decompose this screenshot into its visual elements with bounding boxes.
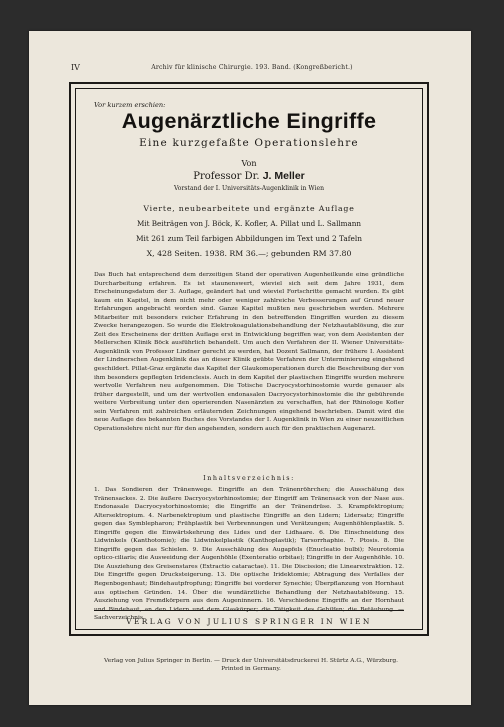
journal-page [29, 31, 471, 705]
illustrations: Mit 261 zum Teil farbigen Abbildungen im Text und 2 Tafeln [135, 234, 363, 243]
imprint [69, 657, 433, 673]
advertisement-content [94, 89, 404, 629]
imprint-line-1: Verlag von Julius Springer in Berlin. — Druck der Universitätsdruckerei H. Stürtz A.G., Würzburg. [104, 658, 398, 664]
imprint-line-2: Printed in Germany. [221, 666, 281, 672]
divider [94, 610, 404, 611]
book-subtitle: Eine kurzgefaßte Operationslehre [139, 137, 359, 149]
advertisement-frame [69, 82, 429, 636]
book-title: Augenärztliche Eingriffe [121, 109, 377, 133]
running-title: Archiv für klinische Chirurgie. 193. Band. (Kongreßbericht.) [151, 64, 353, 71]
price-line: X, 428 Seiten. 1938. RM 36.—; gebunden RM 37.80 [146, 249, 352, 258]
toc-heading: Inhaltsverzeichnis: [203, 474, 295, 482]
author [94, 170, 404, 182]
description-paragraph: Das Buch hat entsprechend dem derzeitigen Stand der operativen Augenheilkunde eine gründliche Durcharbeitung erfahren. Es ist staunenswert, wieviel sich seit dem Jahre 1931, dem Erscheinungsdatum der 3. Auflage, geändert hat und wieviel Fortschritte gemacht wurden. Es gibt kaum ein Kapitel, in dem nicht mehr oder weniger zahlreiche Verbesserungen auf Grund neuer Erfahrungen angebracht worden sind. Ganze Kapitel mußten neu geschrieben werden. Mehrere Mitarbeiter mit besonders reicher Erfahrung in den betreffenden Eingriffen wurden zu diesem Zwecke herangezogen. So wurde die Elektrokoagulationsbehandlung der Netzhautablösung, die zur Zeit des Erscheinens der dritten Auflage erst in Entwicklung begriffen war, von dem Assistenten der Mellerschen Klinik Böck ausführlich behandelt. Um auch den Verfahren der II. Wiener Universitäts-Augenklinik von Professor Lindner gerecht zu werden, hat Dozent Sallmann, der frühere I. Assistent der Lindnerschen Augenklinik das an dieser Klinik geübte Verfahren der Unterminierung eingehend geschildert. Pillat-Graz ergänzte das Kapitel der Glaukomoperationen durch die Beschreibung der von ihm besonders gepflegten Iridenclesis. Auch in dem Kapitel der plastischen Eingriffe wurden mehrere wertvolle Verfahren neu aufgenommen. Die Totische Dacryocystorhinostomie wurde genauer als früher dargestellt, und um der wertvollen endonasalen Dacryocystorhinostomie die ihr gebührende weitere Verbreitung unter den operierenden Nasenärzten zu verschaffen, hat der Rhinologe Kofler sein Verfahren mit zahlreichen erläuternden Zeichnungen eingehend beschrieben. Damit wird die neue Auflage des bekannten Buches des Vorstandes der I. Augenklinik in Wien zu einer neuzeitlichen Operationslehre nicht nur für den angehenden, sondern auch für den praktischen Augenarzt. [94, 271, 404, 432]
contributors: Mit Beiträgen von J. Böck, K. Kofler, A. Pillat und L. Sallmann [136, 219, 362, 228]
publisher-line: VERLAG VON JULIUS SPRINGER IN WIEN [126, 617, 372, 626]
advertisement-inner-frame [75, 88, 423, 630]
kicker: Vor kurzem erschien: [94, 101, 166, 109]
author-prefix: Professor Dr. [193, 171, 260, 182]
edition: Vierte, neubearbeitete und ergänzte Auflage [143, 204, 355, 213]
author-name: J. Meller [262, 170, 305, 182]
running-head [71, 63, 433, 72]
author-affiliation: Vorstand der I. Universitäts-Augenklinik in Wien [173, 185, 325, 192]
table-of-contents: 1. Das Sondieren der Tränenwege. Eingriffe an den Tränenröhrchen; die Ausschälung des Tränensackes. 2. Die äußere Dacryocystorhinostomie; der Eingriff am Tränensack von der Nase aus. Endonasale Dacryocystorhinostomie; die Eingriffe an der Tränendrüse. 3. Krampfektropium; Altersektropium. 4. Narbenektropium und plastische Eingriffe an den Lidern; Lidersatz; Eingriffe gegen das Symblepharon; Frühplastik bei Verbrennungen und Verätzungen; Augenhöhlenplastik. 5. Eingriffe gegen die Einwärtskehrung des Lides und der Lidhaare. 6. Die Einschneidung des Lidwinkels (Kanthotomie); die Lidwinkelplastik (Kanthoplastik); Tarsorrhaphie. 7. Ptosis. 8. Die Eingriffe gegen das Schielen. 9. Die Ausschälung des Augapfels (Enucleatio bulbi); Neurotomia optico-ciliaris; die Ausweidung der Augenhöhle (Exenteratio orbitae); Eingriffe in der Augenhöhle. 10. Die Ausziehung des Greisenstares (Extractio cataractae). 11. Die Discission; die Linearextraktion. 12. Die Eingriffe gegen Drucksteigerung. 13. Die optische Iridektomie; Abtragung des Verfalles der Regenbogenhaut; Bindehautpfropfung; Eingriffe bei vorderer Synechie; Überpflanzung von Hornhaut aus optischen Gründen. 14. Über die wundärztliche Behandlung der Netzhautablösung. 15. Ausziehung von Fremdkörpern aus dem Augeninnern. 16. Verschiedene Eingriffe an der Hornhaut und Bindehaut, an den Lidern und dem Glaskörper; die Tätigkeit des Gehilfen; die Betäubung. — Sachverzeichnis. [94, 486, 404, 622]
by-line: Von [241, 159, 257, 168]
page-number: IV [71, 63, 80, 72]
